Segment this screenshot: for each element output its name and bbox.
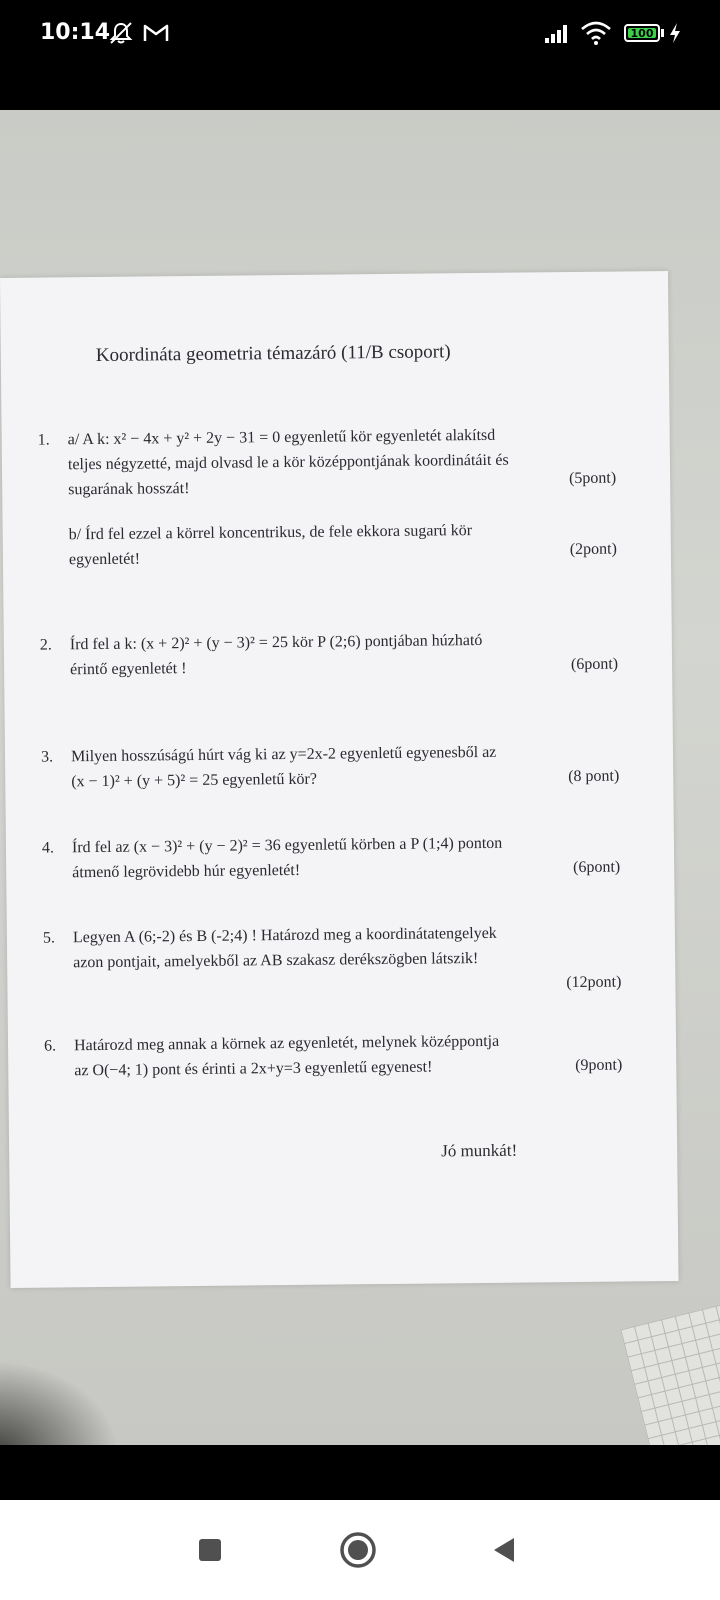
task-number: 2. bbox=[39, 636, 52, 654]
task-points: (8 pont) bbox=[568, 767, 620, 786]
gmail-icon bbox=[142, 20, 170, 51]
battery-level: 100 bbox=[628, 28, 656, 38]
task-6 bbox=[43, 1028, 623, 1084]
task-line: érintő egyenletét ! bbox=[70, 660, 187, 679]
square-icon bbox=[188, 1528, 232, 1572]
status-bar bbox=[0, 0, 720, 110]
closing-text: Jó munkát! bbox=[441, 1140, 518, 1161]
back-triangle-icon bbox=[482, 1528, 526, 1572]
task-number: 6. bbox=[43, 1037, 57, 1055]
task-points: (6pont) bbox=[573, 858, 621, 877]
home-button[interactable] bbox=[336, 1528, 380, 1572]
task-line: az O(−4; 1) pont és érinti a 2x+y=3 egyenletű egyenest! bbox=[74, 1058, 433, 1080]
wifi-icon bbox=[580, 20, 612, 51]
task-line: Legyen A (6;-2) és B (-2;4) ! Határozd meg a koordinátatengelyek bbox=[72, 924, 497, 947]
task-line: b/ Írd fel ezzel a körrel koncentrikus, de fele ekkora sugarú kör bbox=[68, 522, 473, 544]
task-4 bbox=[41, 830, 621, 886]
grid-paper-background bbox=[620, 1296, 720, 1445]
task-line: azon pontjait, amelyekből az AB szakasz derékszögben látszik! bbox=[73, 950, 479, 972]
document-title: Koordináta geometria témazáró (11/B csoport) bbox=[95, 341, 451, 367]
task-line: egyenletét! bbox=[68, 550, 141, 569]
task-number: 3. bbox=[40, 748, 54, 766]
task-number: 5. bbox=[42, 929, 56, 947]
task-line: (x − 1)² + (y + 5)² = 25 egyenletű kör? bbox=[71, 770, 317, 791]
photo-viewer[interactable] bbox=[0, 110, 720, 1445]
task-points: (5pont) bbox=[568, 469, 617, 488]
task-points: (9pont) bbox=[575, 1056, 623, 1075]
task-number: 4. bbox=[41, 839, 55, 857]
task-1a bbox=[37, 422, 617, 503]
task-line: Írd fel az (x − 3)² + (y − 2)² = 36 egyenletű körben a P (1;4) ponton bbox=[71, 834, 503, 857]
task-points: (6pont) bbox=[570, 655, 619, 674]
signal-icon bbox=[544, 22, 572, 49]
status-time: 10:14 bbox=[40, 20, 111, 45]
circle-icon bbox=[336, 1528, 380, 1572]
task-line: Írd fel a k: (x + 2)² + (y − 3)² = 25 kör P (2;6) pontjában húzható bbox=[69, 631, 483, 654]
battery-icon bbox=[624, 24, 660, 42]
task-line: teljes négyzetté, majd olvasd le a kör középpontjának koordinátáit és bbox=[67, 451, 509, 474]
task-line: Határozd meg annak a körnek az egyenletét, melynek középpontja bbox=[73, 1032, 500, 1055]
task-3 bbox=[40, 739, 620, 795]
task-points: (12pont) bbox=[566, 973, 622, 992]
task-1b bbox=[69, 517, 617, 573]
task-line: átmenő legrövidebb húr egyenletét! bbox=[72, 861, 301, 882]
task-2 bbox=[39, 627, 619, 683]
task-number: 1. bbox=[37, 431, 50, 449]
task-line: Milyen hosszúságú húrt vág ki az y=2x-2 egyenletű egyenesből az bbox=[70, 743, 497, 766]
task-line: a/ A k: x² − 4x + y² + 2y − 31 = 0 egyenletű kör egyenletét alakítsd bbox=[67, 426, 496, 449]
task-5 bbox=[42, 920, 622, 992]
battery-tip bbox=[661, 29, 664, 37]
charging-icon bbox=[668, 22, 682, 49]
task-line: sugarának hosszát! bbox=[68, 480, 190, 499]
recents-button[interactable] bbox=[188, 1528, 232, 1572]
task-points: (2pont) bbox=[569, 540, 617, 559]
mute-icon bbox=[108, 20, 134, 51]
navigation-bar bbox=[0, 1500, 720, 1600]
exam-sheet bbox=[0, 271, 679, 1288]
bottom-letterbox bbox=[0, 1445, 720, 1500]
shadow bbox=[0, 1360, 120, 1445]
back-button[interactable] bbox=[482, 1528, 526, 1572]
